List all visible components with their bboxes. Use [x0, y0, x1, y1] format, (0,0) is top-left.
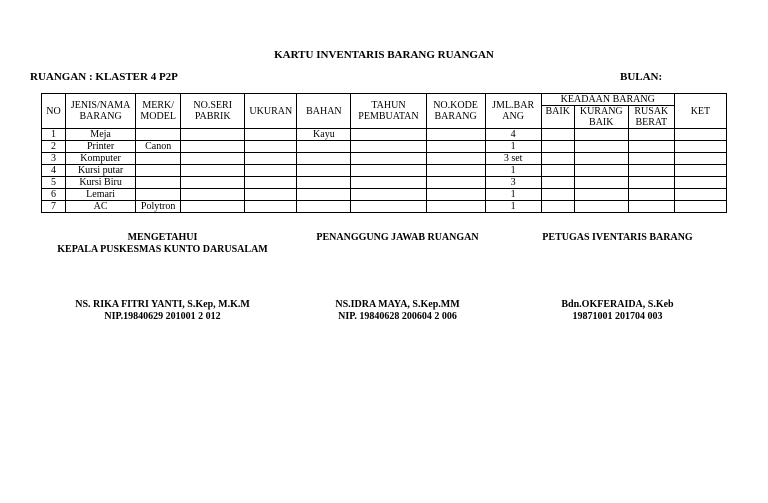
cell-ukuran: [245, 189, 297, 201]
cell-ket: [674, 189, 726, 201]
cell-ukuran: [245, 165, 297, 177]
table-row: [42, 165, 727, 177]
cell-baik: [541, 189, 574, 201]
cell-kurang-baik: [574, 129, 628, 141]
signer-name: Bdn.OKFERAIDA, S.Keb: [561, 299, 674, 310]
signer-nip: 19871001 201704 003: [572, 311, 663, 322]
cell-rusak-berat: [628, 153, 674, 165]
header-rusak-berat: RUSAK BERAT: [628, 106, 674, 129]
cell-seri: [181, 141, 245, 153]
cell-ket: [674, 177, 726, 189]
cell-kode: [426, 141, 485, 153]
cell-merk: Polytron: [136, 201, 181, 213]
cell-ukuran: [245, 129, 297, 141]
signature-right: [530, 299, 705, 323]
table-row: [42, 141, 727, 153]
table-row: [42, 153, 727, 165]
cell-merk: Canon: [136, 141, 181, 153]
cell-bahan: [297, 201, 351, 213]
cell-kode: [426, 189, 485, 201]
signer-name: NS. RIKA FITRI YANTI, S.Kep, M.K.M: [75, 299, 250, 310]
cell-jml: 1: [485, 165, 541, 177]
cell-ukuran: [245, 177, 297, 189]
cell-nama: Komputer: [66, 153, 136, 165]
cell-kurang-baik: [574, 153, 628, 165]
cell-bahan: [297, 153, 351, 165]
cell-merk: [136, 189, 181, 201]
cell-rusak-berat: [628, 201, 674, 213]
cell-merk: [136, 165, 181, 177]
header-baik: BAIK: [541, 106, 574, 129]
header-seri: NO.SERI PABRIK: [181, 94, 245, 129]
cell-kurang-baik: [574, 141, 628, 153]
cell-baik: [541, 165, 574, 177]
cell-bahan: [297, 189, 351, 201]
header-nama: JENIS/NAMA BARANG: [66, 94, 136, 129]
header-merk: MERK/ MODEL: [136, 94, 181, 129]
cell-no: 3: [42, 153, 66, 165]
cell-jml: 4: [485, 129, 541, 141]
cell-rusak-berat: [628, 165, 674, 177]
cell-kode: [426, 153, 485, 165]
cell-seri: [181, 165, 245, 177]
bulan-label: BULAN:: [620, 71, 663, 83]
inventory-table: [41, 93, 727, 213]
cell-merk: [136, 177, 181, 189]
signature-left: [50, 299, 275, 323]
cell-ukuran: [245, 141, 297, 153]
cell-kode: [426, 177, 485, 189]
header-jml: JML.BAR ANG: [485, 94, 541, 129]
cell-bahan: [297, 177, 351, 189]
cell-kurang-baik: [574, 177, 628, 189]
header-bahan: BAHAN: [297, 94, 351, 129]
cell-tahun: [351, 153, 426, 165]
cell-bahan: [297, 141, 351, 153]
cell-bahan: Kayu: [297, 129, 351, 141]
role-mengetahui: MENGETAHUI: [127, 232, 198, 243]
signature-right-role: PETUGAS IVENTARIS BARANG: [542, 232, 693, 243]
cell-jml: 3 set: [485, 153, 541, 165]
cell-jml: 1: [485, 141, 541, 153]
cell-ket: [674, 141, 726, 153]
signature-middle: [305, 299, 490, 323]
cell-seri: [181, 129, 245, 141]
cell-rusak-berat: [628, 129, 674, 141]
cell-nama: Lemari: [66, 189, 136, 201]
cell-nama: Kursi putar: [66, 165, 136, 177]
cell-no: 2: [42, 141, 66, 153]
table-row: [42, 177, 727, 189]
cell-ket: [674, 201, 726, 213]
header-ukuran: UKURAN: [245, 94, 297, 129]
cell-kurang-baik: [574, 165, 628, 177]
cell-rusak-berat: [628, 141, 674, 153]
cell-kode: [426, 129, 485, 141]
cell-baik: [541, 129, 574, 141]
cell-seri: [181, 201, 245, 213]
cell-rusak-berat: [628, 177, 674, 189]
cell-ket: [674, 165, 726, 177]
cell-seri: [181, 189, 245, 201]
cell-tahun: [351, 129, 426, 141]
cell-tahun: [351, 141, 426, 153]
cell-merk: [136, 129, 181, 141]
cell-no: 7: [42, 201, 66, 213]
header-tahun: TAHUN PEMBUATAN: [351, 94, 426, 129]
cell-baik: [541, 141, 574, 153]
cell-baik: [541, 153, 574, 165]
header-ket: KET: [674, 94, 726, 129]
cell-baik: [541, 201, 574, 213]
cell-seri: [181, 153, 245, 165]
cell-ket: [674, 153, 726, 165]
cell-jml: 1: [485, 201, 541, 213]
signature-middle-role: PENANGGUNG JAWAB RUANGAN: [316, 232, 479, 243]
header-no: NO: [42, 94, 66, 129]
cell-no: 1: [42, 129, 66, 141]
cell-tahun: [351, 165, 426, 177]
table-row: [42, 129, 727, 141]
role-kepala: KEPALA PUSKESMAS KUNTO DARUSALAM: [57, 244, 268, 255]
table-row: [42, 201, 727, 213]
header-kurang-baik: KURANG BAIK: [574, 106, 628, 129]
document-title: KARTU INVENTARIS BARANG RUANGAN: [274, 49, 494, 61]
cell-nama: Kursi Biru: [66, 177, 136, 189]
cell-rusak-berat: [628, 189, 674, 201]
header-kode: NO.KODE BARANG: [426, 94, 485, 129]
cell-no: 4: [42, 165, 66, 177]
signer-nip: NIP. 19840628 200604 2 006: [338, 311, 457, 322]
cell-no: 6: [42, 189, 66, 201]
cell-ukuran: [245, 201, 297, 213]
cell-tahun: [351, 201, 426, 213]
signature-left-role: [50, 232, 275, 256]
header-keadaan: KEADAAN BARANG: [541, 94, 674, 106]
cell-kode: [426, 201, 485, 213]
cell-seri: [181, 177, 245, 189]
cell-jml: 1: [485, 189, 541, 201]
cell-nama: Meja: [66, 129, 136, 141]
cell-kurang-baik: [574, 201, 628, 213]
cell-baik: [541, 177, 574, 189]
cell-kurang-baik: [574, 189, 628, 201]
cell-tahun: [351, 177, 426, 189]
inventory-body: [42, 129, 727, 213]
signer-nip: NIP.19840629 201001 2 012: [104, 311, 221, 322]
cell-kode: [426, 165, 485, 177]
cell-nama: Printer: [66, 141, 136, 153]
table-row: [42, 189, 727, 201]
cell-nama: AC: [66, 201, 136, 213]
cell-tahun: [351, 189, 426, 201]
signer-name: NS.IDRA MAYA, S.Kep.MM: [335, 299, 460, 310]
cell-no: 5: [42, 177, 66, 189]
cell-ukuran: [245, 153, 297, 165]
cell-ket: [674, 129, 726, 141]
cell-merk: [136, 153, 181, 165]
cell-bahan: [297, 165, 351, 177]
ruangan-label: RUANGAN : KLASTER 4 P2P: [30, 71, 178, 83]
cell-jml: 3: [485, 177, 541, 189]
